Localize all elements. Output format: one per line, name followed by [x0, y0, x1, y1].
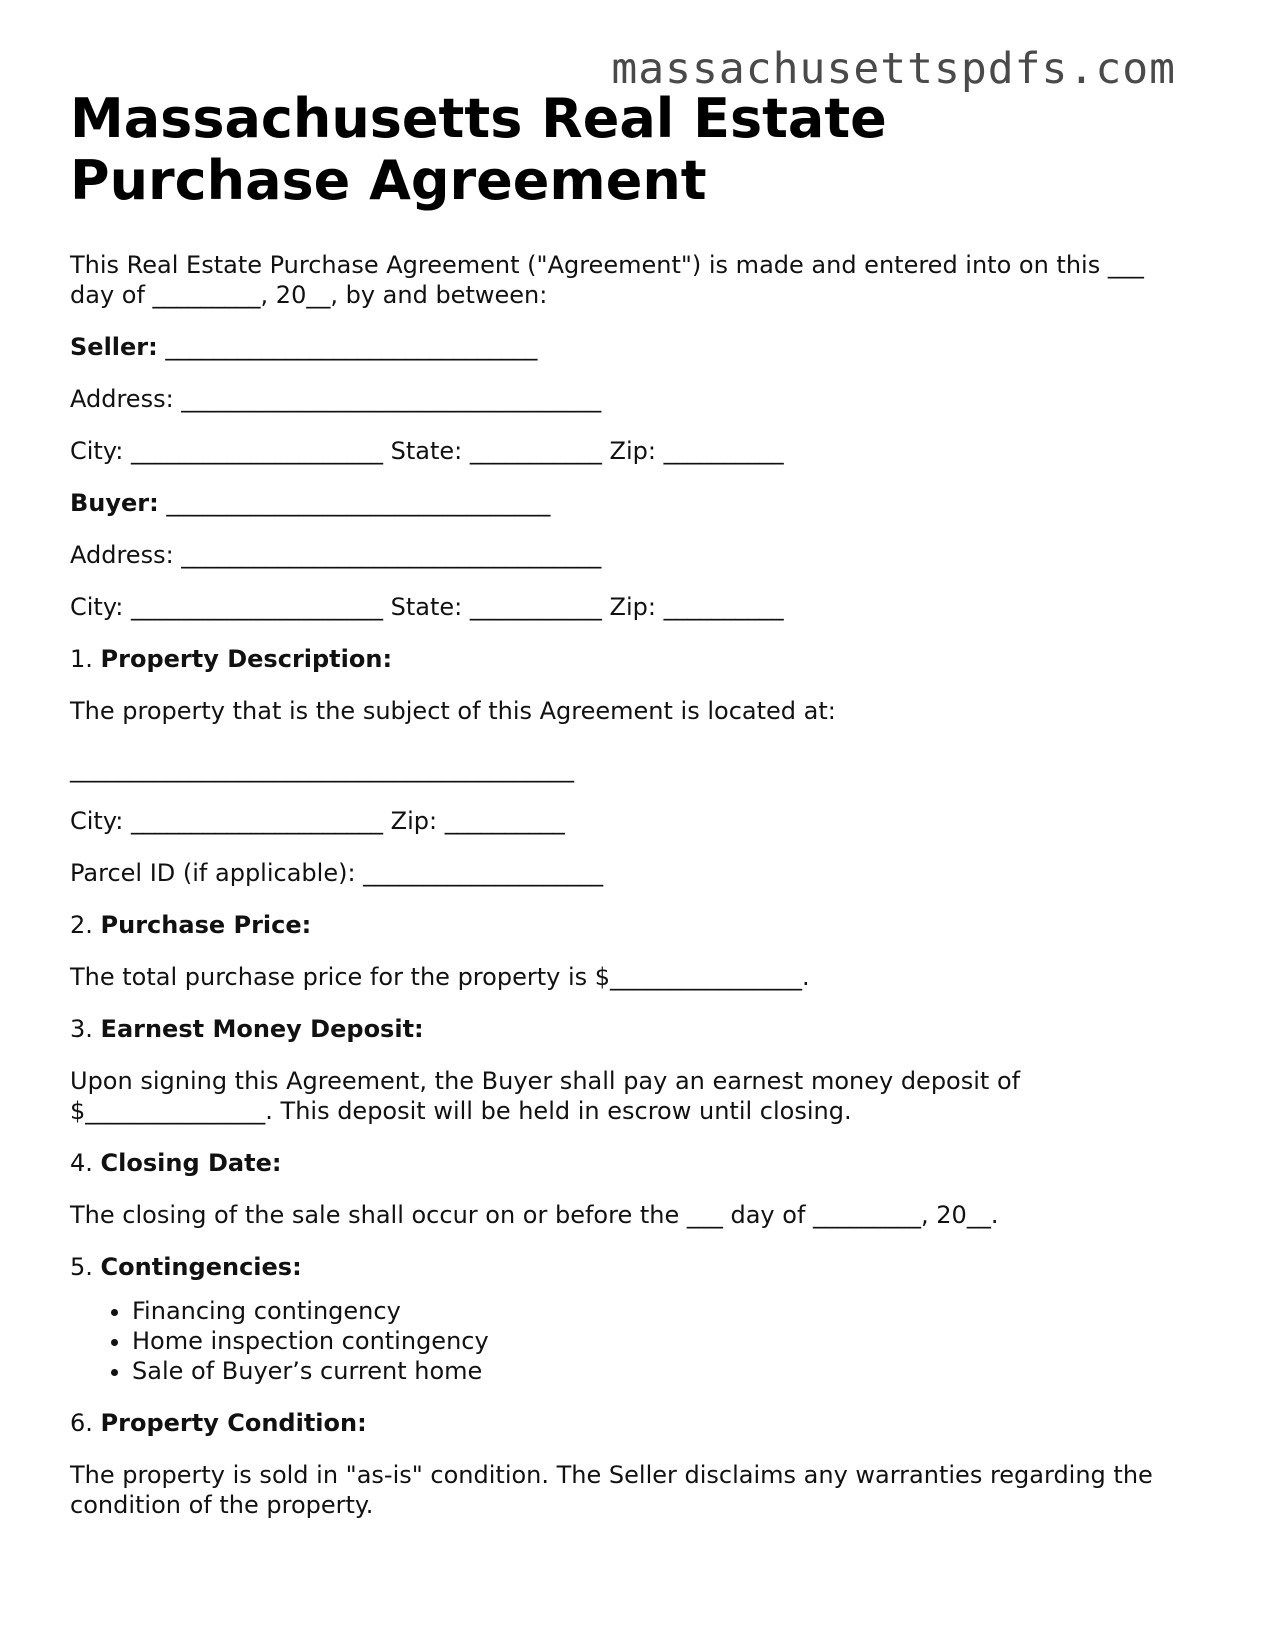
list-item: • Financing contingency — [132, 1296, 1190, 1326]
section-2-title: Purchase Price: — [100, 911, 312, 939]
document-page — [70, 88, 1190, 1520]
section-6-text: The property is sold in "as-is" condition. The Seller disclaims any warranties regarding the condition of the property. — [70, 1461, 1153, 1519]
seller-address: Address: ___________________________________ — [70, 385, 602, 413]
section-6-number: 6. — [70, 1409, 93, 1437]
section-1-text: The property that is the subject of this Agreement is located at: — [70, 697, 836, 725]
list-item: • Sale of Buyer’s current home — [132, 1356, 1190, 1386]
section-4-number: 4. — [70, 1149, 93, 1177]
section-4-text: The closing of the sale shall occur on or before the ___ day of _________, 20__. — [70, 1201, 999, 1229]
watermark: massachusettspdfs.com — [611, 44, 1176, 94]
section-6-heading — [70, 1408, 1190, 1438]
intro-paragraph: This Real Estate Purchase Agreement ("Agreement") is made and entered into on this ___ day of _________, 20__, by and between: — [70, 251, 1144, 309]
buyer-line — [70, 488, 1190, 518]
section-3-number: 3. — [70, 1015, 93, 1043]
buyer-address: Address: ___________________________________ — [70, 541, 602, 569]
section-1-number: 1. — [70, 645, 93, 673]
buyer-blank: ________________________________ — [158, 489, 551, 517]
seller-line — [70, 332, 1190, 362]
section-5-heading — [70, 1252, 1190, 1282]
section-3-heading — [70, 1014, 1190, 1044]
page-title: Massachusetts Real Estate Purchase Agreement — [70, 87, 887, 212]
property-city-zip: City: _____________________ Zip: __________ — [70, 807, 565, 835]
section-2-number: 2. — [70, 911, 93, 939]
section-3-title: Earnest Money Deposit: — [100, 1015, 424, 1043]
section-3-text: Upon signing this Agreement, the Buyer shall pay an earnest money deposit of $_______________. This deposit will be held in escrow until closing. — [70, 1067, 1021, 1125]
section-2-heading — [70, 910, 1190, 940]
section-1-heading — [70, 644, 1190, 674]
section-4-heading — [70, 1148, 1190, 1178]
seller-blank: _______________________________ — [157, 333, 538, 361]
buyer-label: Buyer: — [70, 489, 159, 517]
section-5-number: 5. — [70, 1253, 93, 1281]
property-address-blank: __________________________________________ — [70, 755, 574, 783]
section-6-title: Property Condition: — [100, 1409, 367, 1437]
seller-city-state-zip: City: _____________________ State: ___________ Zip: __________ — [70, 437, 784, 465]
seller-label: Seller: — [70, 333, 158, 361]
contingency-list — [70, 1296, 1190, 1386]
parcel-id: Parcel ID (if applicable): ____________________ — [70, 859, 604, 887]
section-2-text: The total purchase price for the property is $________________. — [70, 963, 810, 991]
list-item: • Home inspection contingency — [132, 1326, 1190, 1356]
section-1-title: Property Description: — [100, 645, 393, 673]
section-5-title: Contingencies: — [100, 1253, 302, 1281]
buyer-city-state-zip: City: _____________________ State: ___________ Zip: __________ — [70, 593, 784, 621]
section-4-title: Closing Date: — [100, 1149, 282, 1177]
